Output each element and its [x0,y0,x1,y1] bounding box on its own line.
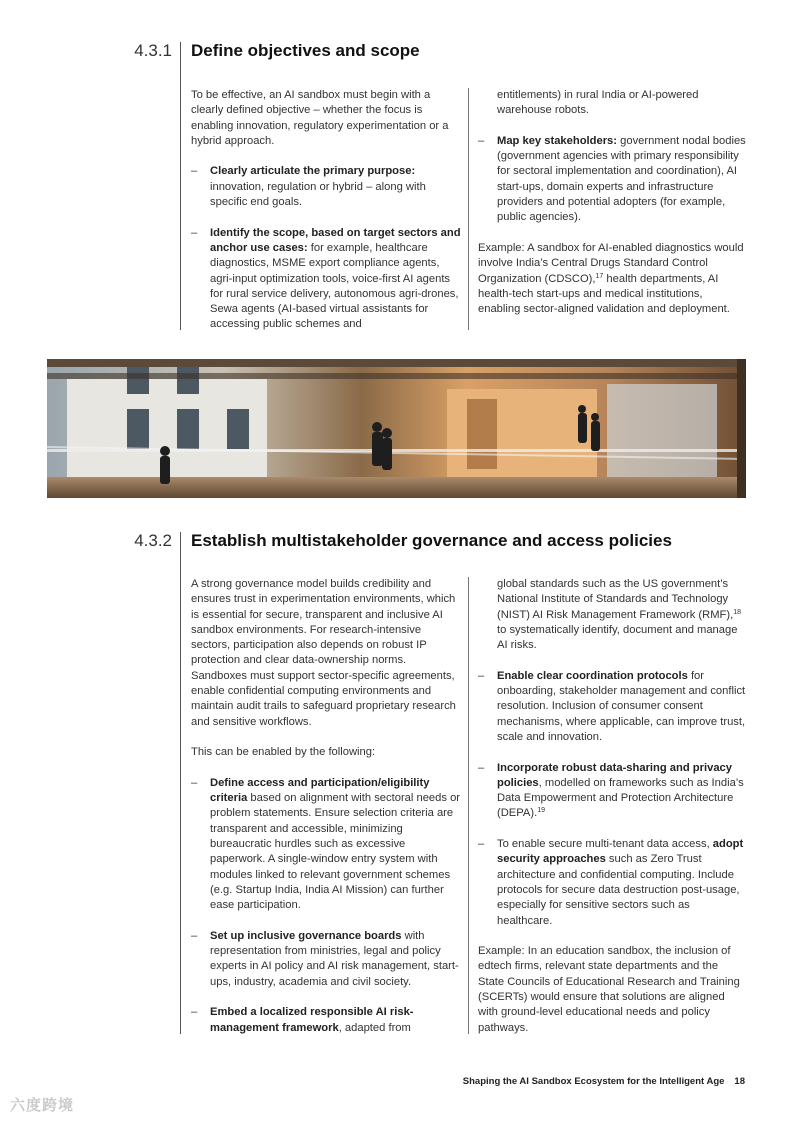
intro-paragraph: To be effective, an AI sandbox must begin with a clearly defined objective – whether the focus is enabling innovation, regulatory experimentation or a hybrid approach. [191,89,449,147]
list-item: – Define access and participation/eligibility criteria based on alignment with sectoral needs or problem statements. Ensure selection criteria are transparent and accessible, minimizing bureaucratic hurdles such as excessive paperwork. A single-window entry system with modules linked to relevant government schemes (e.g. Startup India, India AI Mission) can further ease participation. [191,776,461,912]
bullet-list [191,164,463,332]
column-divider [468,577,469,1034]
section1-right-column [478,88,746,333]
list-item: – Enable clear coordination protocols for onboarding, stakeholder management and conflict resolution. Inclusion of consumer consent mechanisms, where applicable, can improve trust, scale and innovation. [478,669,746,743]
list-item: – Incorporate robust data-sharing and privacy policies, modelled on frameworks such as India’s Data Empowerment and Protection Architecture (DEPA).$^{19}$ [478,761,744,820]
section2-left-column [191,577,463,1051]
section-divider [180,532,181,1034]
section-title: Establish multistakeholder governance and access policies [191,531,672,550]
bullet-list [478,134,746,226]
section-number: 4.3.1 [134,41,172,60]
office-atrium-photo-illustration [47,359,746,498]
list-item-continuation: entitlements) in rural India or AI-powered warehouse robots. [497,89,699,117]
example-paragraph: Example: In an education sandbox, the inclusion of edtech firms, relevant state departments and the State Councils of Educational Research and Training (SCERTs) would ensure that solutions are aligned with ground-level educational needs and policy pathways. [478,945,740,1034]
bullet-list [191,776,463,1036]
list-item: – Set up inclusive governance boards with representation from ministries, legal and policy experts in AI policy and AI risk management, start-ups, industry, academia and civil society. [191,929,459,988]
list-item: – To enable secure multi-tenant data access, adopt security approaches such as Zero Trust architecture and confidential computing. Include protocols for secure data destruction post-usage, especially for sensitive sectors such as healthcare. [478,838,744,927]
section-title: Define objectives and scope [191,41,420,60]
list-item: – Map key stakeholders: government nodal bodies (government agencies with primary responsibility for sectoral implementation and coordination), AI start-ups, domain experts and infrastructure providers and potential adopters (for example, public agencies). [478,134,746,224]
section1-left-column [191,88,463,348]
list-item: – Clearly articulate the primary purpose: innovation, regulation or hybrid – along with specific end goals. [191,165,426,209]
intro-paragraph: A strong governance model builds credibility and ensures trust in experimentation environments, which is essential for secure, transparent and inclusive AI sandbox environments. For research-intensive sectors, participation also depends on robust IP protection and clear data-ownership norms. Sandboxes must support sector-specific agreements, enable confidential computing environments and maintain audit trails to safeguard proprietary research and sensitive workflows. [191,578,456,728]
example-paragraph: Example: A sandbox for AI-enabled diagnostics would involve India’s Central Drugs Standard Control Organization (CDSCO),$^{17}$ health departments, AI health-tech start-ups and medical institutions, enabling sector-aligned validation and deployment. [478,241,744,316]
list-item-continuation: global standards such as the US government’s National Institute of Standards and Technology (NIST) AI Risk Management Framework (RMF),$^{18}$ to systematically identify, document and manage AI risks. [497,578,742,652]
footer-title: Shaping the AI Sandbox Ecosystem for the Intelligent Age [462,1076,725,1087]
page-number: 18 [734,1076,745,1087]
lead-paragraph: This can be enabled by the following: [191,746,376,759]
office-atrium-photo [47,359,746,498]
section-divider [180,42,181,330]
section-number: 4.3.2 [134,531,172,550]
page-footer [380,1076,745,1087]
list-item: – Identify the scope, based on target sectors and anchor use cases: for example, healthcare diagnostics, MSME export compliance agents, agri-input optimization tools, voice-first AI agents for rural service delivery, autonomous agri-drones, Sewa agents (AI-based virtual assistants for accessing public schemes and [191,226,461,331]
list-item: – Embed a localized responsible AI risk-management framework, adapted from [191,1006,414,1034]
section2-right-column [478,577,746,1051]
column-divider [468,88,469,330]
bullet-list [478,669,746,929]
watermark-logo: 六度跨境 [10,1097,75,1114]
